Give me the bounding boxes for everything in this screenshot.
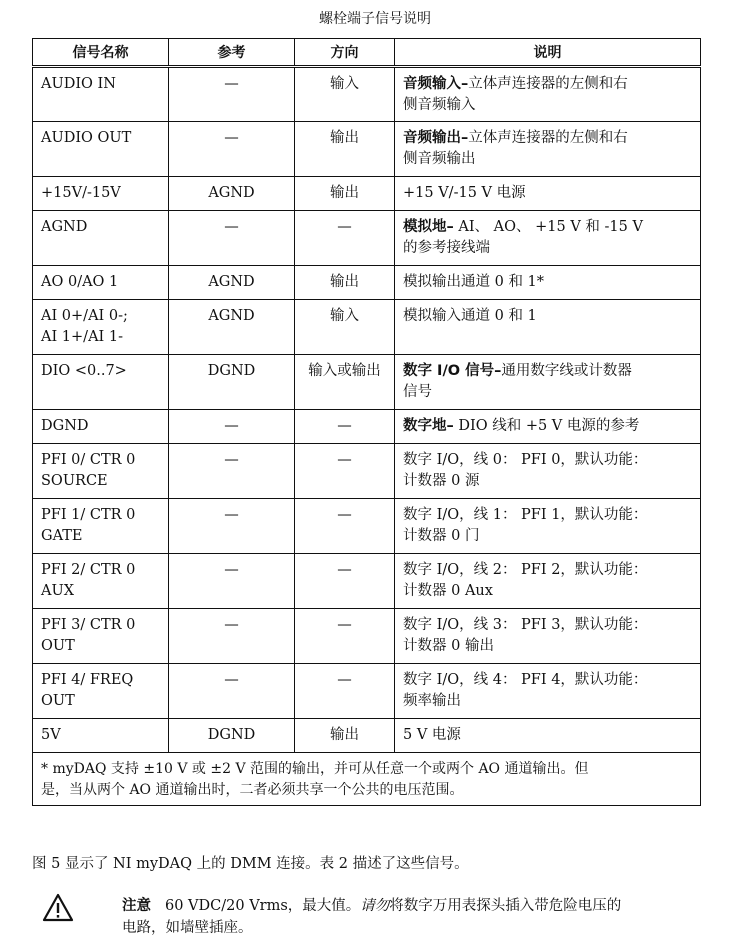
note-body [122,895,722,939]
reference-cell: — [169,211,295,266]
description-line [403,725,692,746]
signal-name: AUDIO IN [41,76,116,92]
table-caption: 螺栓端子信号说明 [319,11,431,27]
description-line [403,560,692,581]
direction-cell: 输入或输出 [295,355,395,410]
description-line [403,128,692,149]
description-text: +15 V/-15 V 电源 [403,185,526,201]
description-text: 计数器 0 Aux [403,583,493,599]
signal-name: AUX [41,583,75,599]
signal-name-cell [33,211,169,266]
note-emphasis: 请勿 [360,898,390,914]
description-text: 立体声连接器的左侧和右 [468,76,628,92]
signal-name-cell [33,664,169,719]
table-row [33,554,701,609]
direction-cell: — [295,444,395,499]
signal-name: SOURCE [41,473,108,489]
description-cell [395,355,701,410]
reference-cell: AGND [169,266,295,300]
description-text: 5 V 电源 [403,727,461,743]
direction-cell: 输出 [295,122,395,177]
description-text: 计数器 0 输出 [403,638,494,654]
direction-cell: — [295,664,395,719]
description-term: 数字地– [403,418,454,434]
description-cell [395,499,701,554]
signal-name: AI 0+/AI 0-; [41,308,128,324]
description-line [403,636,692,657]
reference-cell: AGND [169,300,295,355]
signal-name: 5V [41,727,61,743]
signal-name: OUT [41,638,75,654]
description-line [403,149,692,170]
signal-name: DGND [41,418,89,434]
table-row [33,266,701,300]
description-term: 音频输出– [403,130,469,146]
description-line [403,416,692,437]
caution-note [32,893,722,943]
reference-cell: — [169,664,295,719]
description-cell [395,266,701,300]
table-body [33,67,701,753]
description-term: 模拟地– [403,219,454,235]
reference-cell: — [169,499,295,554]
description-text: 频率输出 [403,693,461,709]
table-row [33,67,701,122]
description-term: 音频输入– [403,76,469,92]
footnote-row [33,753,701,806]
direction-cell: — [295,499,395,554]
description-cell [395,211,701,266]
description-line [403,361,692,382]
description-text: 侧音频输入 [403,97,476,113]
signal-name: PFI 4/ FREQ [41,672,134,688]
description-text: DIO 线和 +5 V 电源的参考 [453,418,640,434]
header-description: 说明 [395,39,701,67]
description-cell [395,609,701,664]
note-text: 将数字万用表探头插入带危险电压的 [389,898,622,914]
direction-cell: 输出 [295,177,395,211]
signal-name: PFI 3/ CTR 0 [41,617,136,633]
description-line [403,272,692,293]
signal-name-cell [33,609,169,664]
signal-name-cell [33,499,169,554]
direction-cell: — [295,609,395,664]
table-header-row [33,39,701,67]
description-text: 数字 I/O，线 1： PFI 1，默认功能： [403,507,648,523]
reference-cell: — [169,410,295,444]
description-line [403,471,692,492]
description-cell [395,300,701,355]
signal-name: PFI 1/ CTR 0 [41,507,136,523]
description-line [403,615,692,636]
signal-name-cell [33,122,169,177]
description-text: 立体声连接器的左侧和右 [468,130,628,146]
description-cell [395,67,701,122]
description-text: 计数器 0 源 [403,473,480,489]
direction-cell: 输出 [295,719,395,753]
direction-cell: — [295,211,395,266]
description-cell [395,554,701,609]
signal-name: AI 1+/AI 1- [41,329,124,345]
description-term: 数字 I/O 信号– [403,363,502,379]
signal-name-cell [33,444,169,499]
description-line [403,526,692,547]
direction-cell: 输出 [295,266,395,300]
signal-name-cell [33,355,169,410]
table-row [33,499,701,554]
description-text: 数字 I/O，线 3： PFI 3，默认功能： [403,617,648,633]
signal-name: GATE [41,528,83,544]
signal-name: AUDIO OUT [41,130,132,146]
direction-cell: 输入 [295,300,395,355]
description-cell [395,719,701,753]
description-text: 模拟输入通道 0 和 1 [403,308,537,324]
signal-name-cell [33,67,169,122]
description-line [403,238,692,259]
reference-cell: — [169,554,295,609]
description-line [403,382,692,403]
description-cell [395,444,701,499]
header-direction: 方向 [295,39,395,67]
reference-cell: — [169,122,295,177]
description-line [403,505,692,526]
description-text: 计数器 0 门 [403,528,480,544]
reference-cell: — [169,444,295,499]
signal-name-cell [33,554,169,609]
reference-cell: DGND [169,719,295,753]
signal-name: PFI 2/ CTR 0 [41,562,136,578]
reference-cell: AGND [169,177,295,211]
direction-cell: — [295,554,395,609]
footnote-line: * myDAQ 支持 ±10 V 或 ±2 V 范围的输出，并可从任意一个或两个 AO 通道输出。但 [41,761,589,777]
direction-cell: — [295,410,395,444]
header-reference: 参考 [169,39,295,67]
table-row [33,300,701,355]
description-text: 通用数字线或计数器 [501,363,632,379]
description-cell [395,664,701,719]
description-cell [395,410,701,444]
table-footnote [33,753,701,806]
body-paragraph: 图 5 显示了 NI myDAQ 上的 DMM 连接。表 2 描述了这些信号。 [32,856,469,872]
description-line [403,670,692,691]
signal-name: DIO <0..7> [41,363,127,379]
description-line [403,183,692,204]
description-line [403,306,692,327]
note-text: 60 VDC/20 Vrms，最大值。 [165,898,361,914]
description-cell [395,122,701,177]
table-row [33,177,701,211]
description-line [403,74,692,95]
signal-name: OUT [41,693,75,709]
description-text: 数字 I/O，线 0： PFI 0，默认功能： [403,452,648,468]
signal-name: +15V/-15V [41,185,121,201]
description-text: AI、 AO、 +15 V 和 -15 V [453,219,643,235]
table-row [33,609,701,664]
description-line [403,450,692,471]
direction-cell: 输入 [295,67,395,122]
signal-name-cell [33,300,169,355]
description-text: 的参考接线端 [403,240,490,256]
note-label: 注意 [122,898,151,914]
signal-name: AO 0/AO 1 [41,274,119,290]
description-line [403,217,692,238]
table-row [33,444,701,499]
table-row [33,664,701,719]
header-signal-name: 信号名称 [33,39,169,67]
description-text: 数字 I/O，线 4： PFI 4，默认功能： [403,672,648,688]
signal-name-cell [33,266,169,300]
description-line [403,581,692,602]
description-text: 信号 [403,384,432,400]
description-cell [395,177,701,211]
signal-name-cell [33,177,169,211]
description-text: 数字 I/O，线 2： PFI 2，默认功能： [403,562,648,578]
description-text: 侧音频输出 [403,151,476,167]
footnote-line: 是，当从两个 AO 通道输出时，二者必须共享一个公共的电压范围。 [41,782,464,798]
signal-name: PFI 0/ CTR 0 [41,452,136,468]
table-row [33,410,701,444]
note-text: 电路，如墙壁插座。 [122,920,253,936]
table-row [33,211,701,266]
signal-table [32,38,701,806]
table-row [33,719,701,753]
reference-cell: — [169,67,295,122]
description-line [403,95,692,116]
signal-name-cell [33,410,169,444]
description-text: 模拟输出通道 0 和 1* [403,274,545,290]
table-row [33,122,701,177]
description-line [403,691,692,712]
table-row [33,355,701,410]
reference-cell: — [169,609,295,664]
reference-cell: DGND [169,355,295,410]
warning-triangle-icon [42,893,74,922]
signal-name: AGND [41,219,88,235]
signal-name-cell [33,719,169,753]
